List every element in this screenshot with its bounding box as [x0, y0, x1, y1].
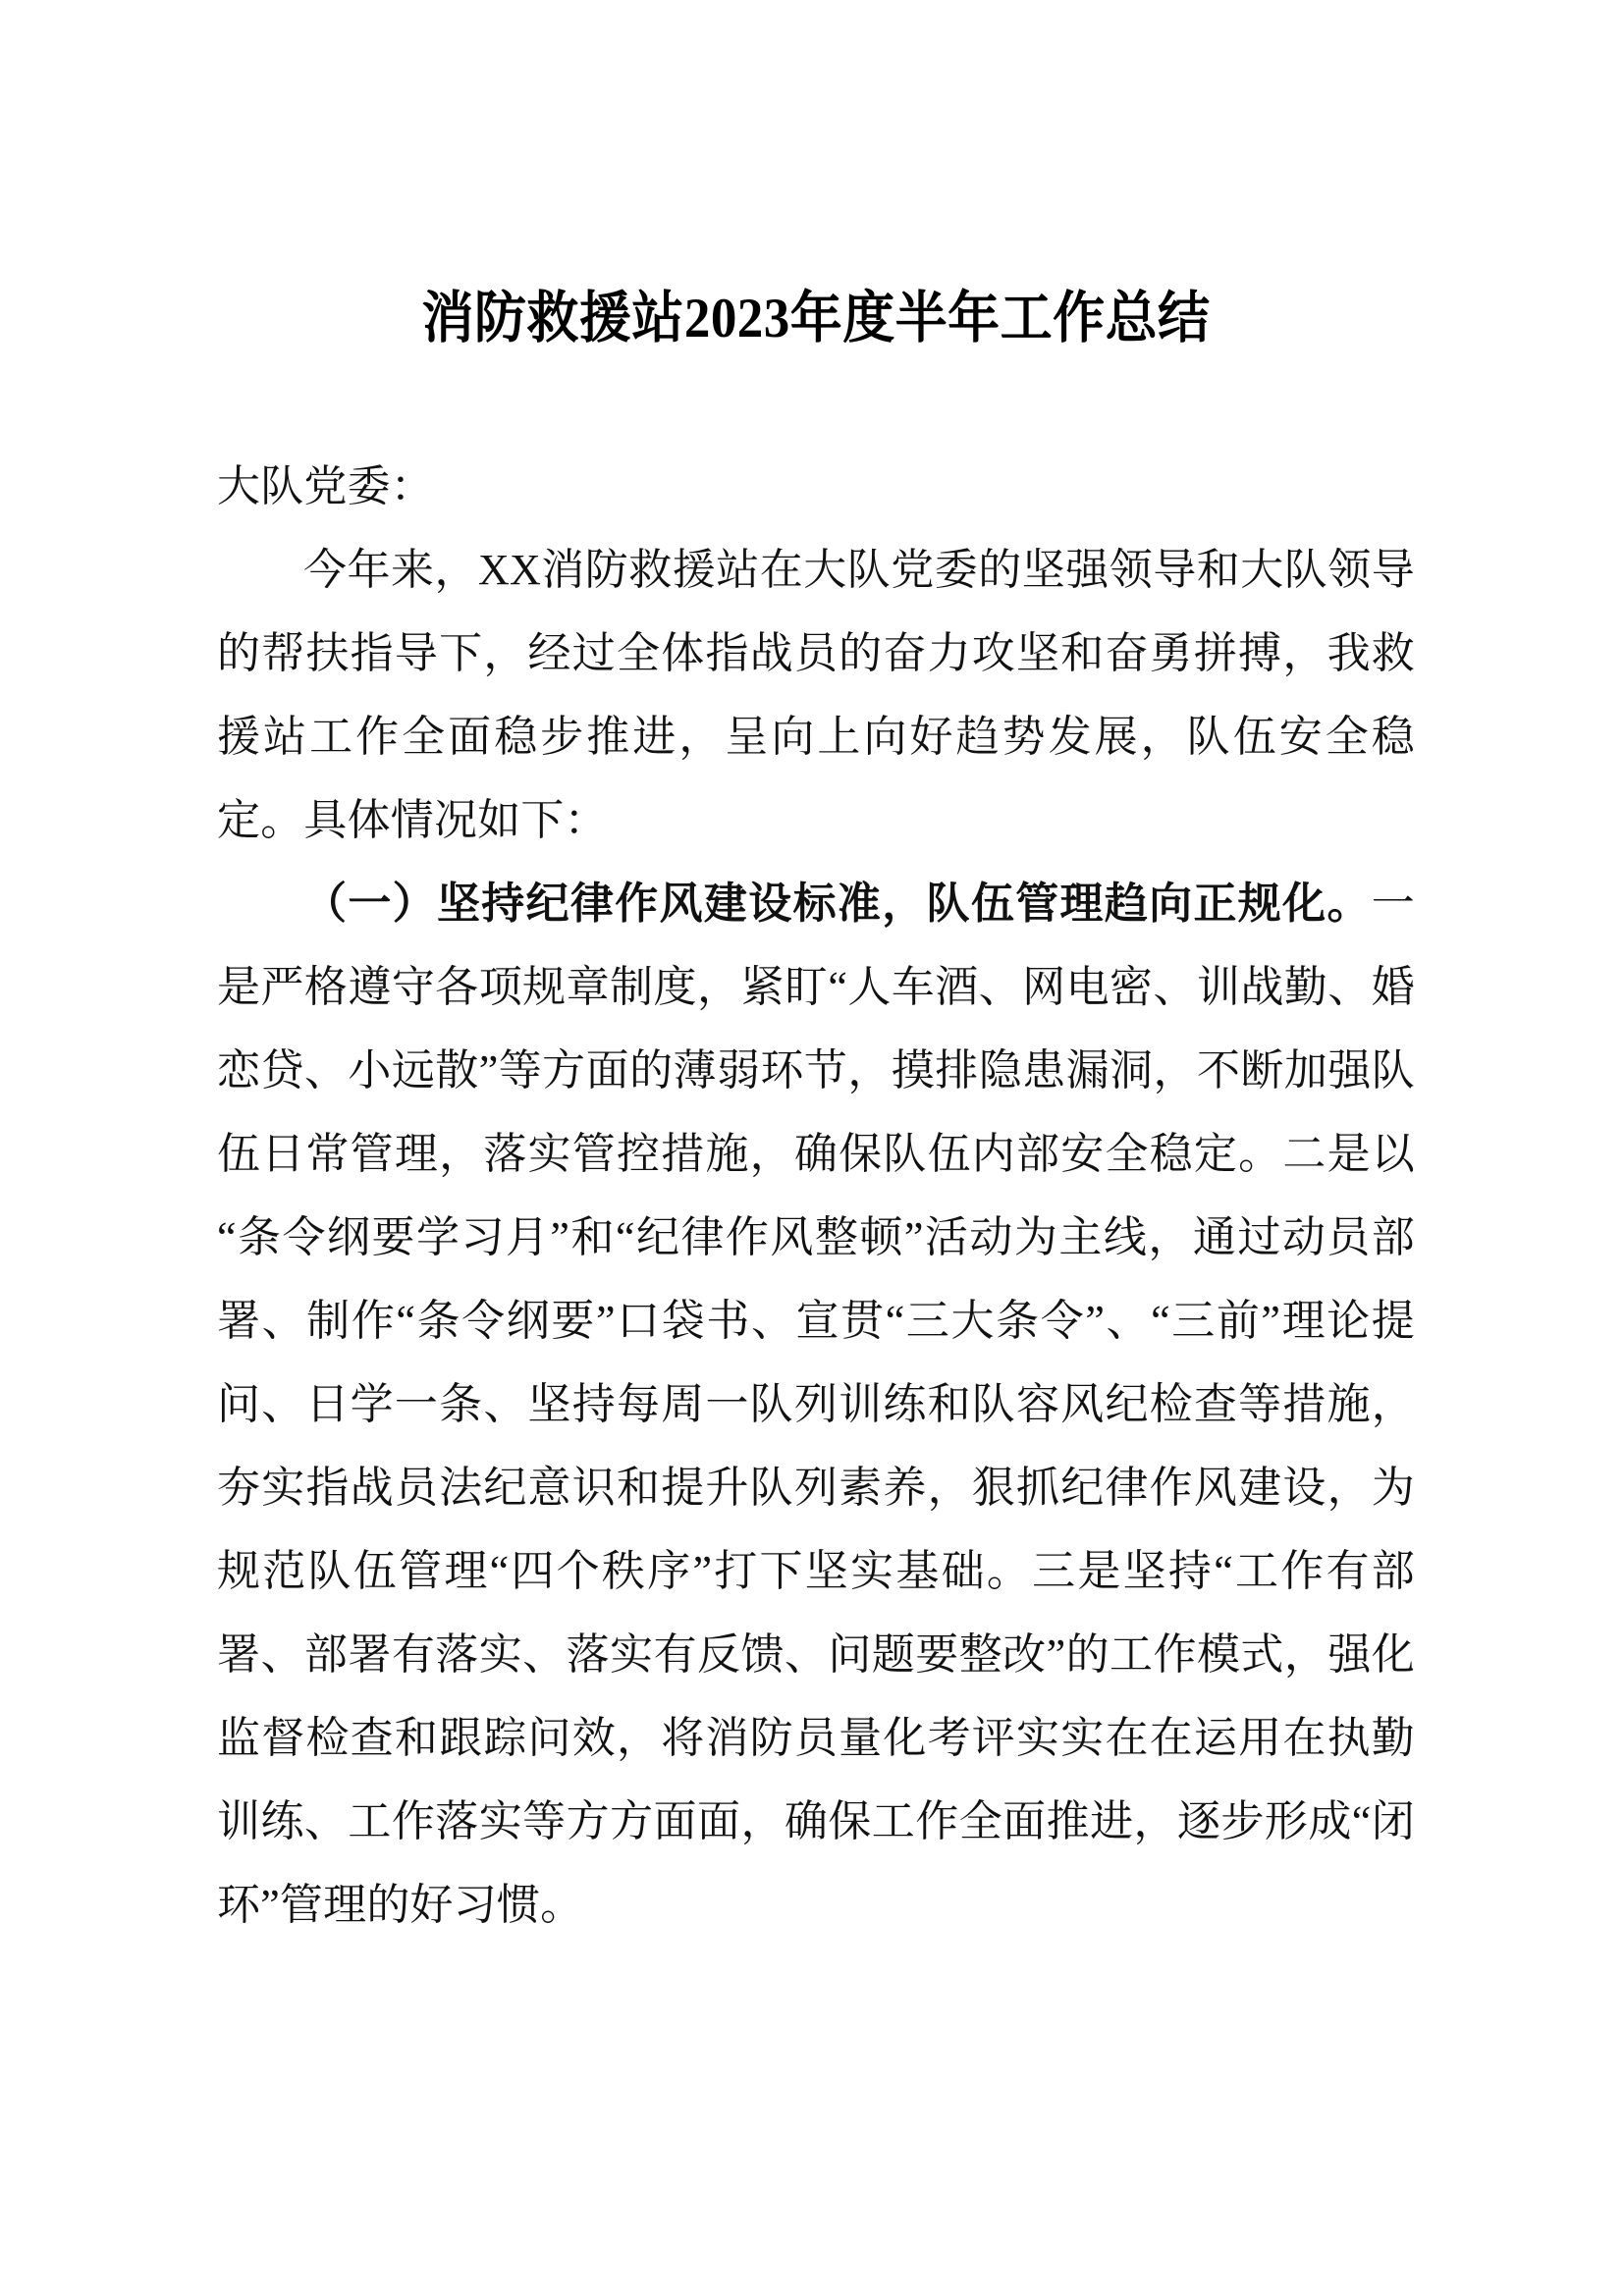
paragraph-section-one [217, 862, 1415, 1947]
salutation: 大队党委： [217, 462, 434, 510]
paragraph-opening: 今年来，XX消防救援站在大队党委的坚强领导和大队领导的帮扶指导下，经过全体指战员的奋力攻坚和奋勇拼搏，我救援站工作全面稳步推进，呈向上向好趋势发展，队伍安全稳定。具体情况如下： [217, 546, 1415, 844]
section-one-heading: （一）坚持纪律作风建设标准，队伍管理趋向正规化。 [303, 880, 1372, 928]
document-body [217, 0, 1415, 1947]
page-title: 消防救援站2023年度半年工作总结 [421, 288, 1211, 349]
section-one-text: 一是严格遵守各项规章制度，紧盯“人车酒、网电密、训战勤、婚恋贷、小远散”等方面的薄弱环节，摸排隐患漏洞，不断加强队伍日常管理，落实管控措施，确保队伍内部安全稳定。二是以“条令纲要学习月”和“纪律作风整顿”活动为主线，通过动员部署、制作“条令纲要”口袋书、宣贯“三大条令”、“三前”理论提问、日学一条、坚持每周一队列训练和队容风纪检查等措施，夯实指战员法纪意识和提升队列素养，狠抓纪律作风建设，为规范队伍管理“四个秩序”打下坚实基础。三是坚持“工作有部署、部署有落实、落实有反馈、问题要整改”的工作模式，强化监督检查和跟踪问效，将消防员量化考评实实在在运用在执勤训练、工作落实等方方面面，确保工作全面推进，逐步形成“闭环”管理的好习惯。 [217, 880, 1415, 1929]
